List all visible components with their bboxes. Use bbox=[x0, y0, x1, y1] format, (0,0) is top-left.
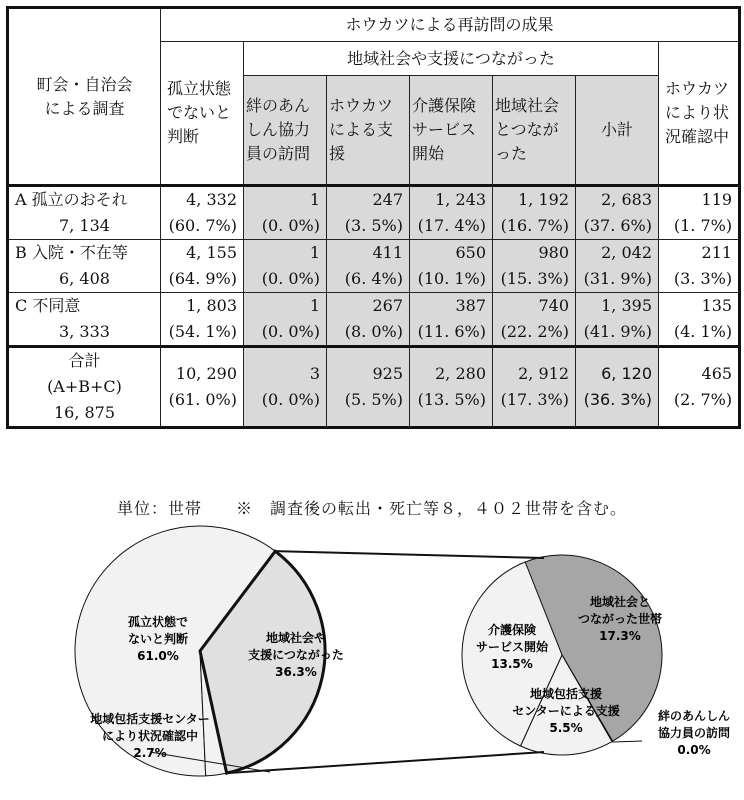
cell-value: 411 bbox=[372, 243, 403, 262]
leader-line-kizuna bbox=[612, 741, 642, 742]
cell-value: 980 bbox=[538, 243, 569, 262]
pie-label-kaigo: 介護保険サービス開始 13.5% bbox=[475, 623, 549, 671]
cell-pct: (37. 6%) bbox=[583, 216, 652, 235]
row-label: A 孤立のおそれ bbox=[15, 190, 128, 209]
pie-label-confirming: 地域包括支援センターにより状況確認中 2.7% bbox=[90, 712, 210, 760]
cell-pct: (11. 6%) bbox=[417, 322, 486, 341]
cell-pct: (3. 5%) bbox=[344, 216, 403, 235]
table-row bbox=[8, 186, 740, 240]
cell-value: 247 bbox=[372, 190, 403, 209]
row-count: 7, 134 bbox=[59, 216, 110, 235]
cell-pct: (22. 2%) bbox=[500, 322, 569, 341]
row-count: 6, 408 bbox=[59, 269, 110, 288]
cell-pct: (0. 0%) bbox=[261, 322, 320, 341]
table-row bbox=[8, 293, 740, 347]
subtotal-value: 6, 120 bbox=[601, 364, 652, 383]
cell-value: 1 bbox=[309, 243, 320, 262]
col-houkatsu: ホウカツ による支 援 bbox=[327, 76, 410, 186]
cell-value: 2, 683 bbox=[601, 190, 652, 209]
results-table bbox=[6, 6, 741, 429]
cell-value: 211 bbox=[701, 243, 733, 262]
col-chiiki: 地域社会 とつなが った bbox=[493, 76, 576, 186]
row-label: C 不同意 bbox=[15, 296, 81, 315]
connector-line-top bbox=[275, 551, 544, 558]
cell-value: 1, 192 bbox=[518, 190, 569, 209]
cell-value: 267 bbox=[372, 296, 403, 315]
cell-pct: (0. 0%) bbox=[261, 269, 320, 288]
pie-label-kizuna: 絆のあんしん協力員の訪問 0.0% bbox=[657, 709, 731, 757]
subtotal-pct: (36. 3%) bbox=[583, 390, 652, 409]
total-formula: (A+B+C) bbox=[47, 377, 122, 396]
col-isolated: 孤立状態 でないと 判断 bbox=[161, 42, 244, 186]
cell-value: 3 bbox=[309, 364, 320, 383]
cell-value: 925 bbox=[372, 364, 403, 383]
cell-value: 1, 243 bbox=[435, 190, 486, 209]
cell-pct: (8. 0%) bbox=[344, 322, 403, 341]
col-kizuna: 絆のあん しん協力 員の訪問 bbox=[244, 76, 327, 186]
row-label: B 入院・不在等 bbox=[15, 243, 128, 262]
cell-value: 2, 912 bbox=[518, 364, 569, 383]
cell-value: 387 bbox=[455, 296, 486, 315]
cell-value: 1 bbox=[309, 190, 320, 209]
survey-header: 町会・自治会 による調査 bbox=[8, 8, 161, 186]
cell-value: 465 bbox=[701, 364, 733, 383]
cell-pct: (3. 3%) bbox=[673, 269, 733, 288]
pie-charts bbox=[0, 520, 744, 800]
connector-line-bottom bbox=[227, 752, 544, 773]
cell-pct: (4. 1%) bbox=[673, 322, 733, 341]
cell-value: 135 bbox=[701, 296, 733, 315]
cell-pct: (15. 3%) bbox=[500, 269, 569, 288]
cell-value: 1, 803 bbox=[186, 296, 237, 315]
cell-pct: (61. 0%) bbox=[168, 390, 237, 409]
col-confirm: ホウカツ により状 況確認中 bbox=[659, 42, 740, 186]
cell-pct: (17. 4%) bbox=[417, 216, 486, 235]
cell-pct: (5. 5%) bbox=[344, 390, 403, 409]
col-subtotal: 小計 bbox=[576, 76, 659, 186]
cell-pct: (17. 3%) bbox=[500, 390, 569, 409]
pie-label-houkatsu: 地域包括支援センターによる支援 5.5% bbox=[512, 687, 620, 735]
cell-pct: (0. 0%) bbox=[261, 216, 320, 235]
unit-note: 単位：世帯 ※ 調査後の転出・死亡等８，４０２世帯を含む。 bbox=[116, 499, 627, 518]
cell-pct: (16. 7%) bbox=[500, 216, 569, 235]
cell-pct: (64. 9%) bbox=[168, 269, 237, 288]
table-row bbox=[8, 240, 740, 293]
cell-value: 119 bbox=[701, 190, 733, 209]
total-label: 合計 bbox=[68, 351, 101, 370]
cell-pct: (10. 1%) bbox=[417, 269, 486, 288]
cell-pct: (60. 7%) bbox=[168, 216, 237, 235]
cell-pct: (41. 9%) bbox=[583, 322, 652, 341]
cell-value: 650 bbox=[455, 243, 486, 262]
cell-pct: (0. 0%) bbox=[261, 390, 320, 409]
col-kaigo: 介護保険 サービス 開始 bbox=[410, 76, 493, 186]
cell-pct: (1. 7%) bbox=[673, 216, 733, 235]
pie-label-isolated: 孤立状態でないと判断 61.0% bbox=[127, 615, 189, 663]
cell-pct: (31. 9%) bbox=[583, 269, 652, 288]
pie-label-connected: 地域社会や支援につながった 36.3% bbox=[248, 631, 344, 679]
cell-value: 1 bbox=[309, 296, 320, 315]
cell-value: 2, 042 bbox=[601, 243, 652, 262]
cell-pct: (54. 1%) bbox=[168, 322, 237, 341]
cell-value: 2, 280 bbox=[435, 364, 486, 383]
row-count: 3, 333 bbox=[59, 322, 110, 341]
cell-value: 4, 332 bbox=[186, 190, 237, 209]
total-row bbox=[8, 347, 740, 428]
cell-pct: (6. 4%) bbox=[344, 269, 403, 288]
pie-label-chiiki: 地域社会とつながった世帯 17.3% bbox=[577, 595, 663, 643]
connected-header: 地域社会や支援につながった bbox=[244, 42, 659, 76]
cell-value: 4, 155 bbox=[186, 243, 237, 262]
cell-value: 740 bbox=[538, 296, 569, 315]
cell-pct: (13. 5%) bbox=[417, 390, 486, 409]
table-title: ホウカツによる再訪問の成果 bbox=[161, 8, 740, 42]
cell-value: 10, 290 bbox=[175, 364, 237, 383]
total-count: 16, 875 bbox=[53, 403, 116, 422]
cell-pct: (2. 7%) bbox=[673, 390, 733, 409]
cell-value: 1, 395 bbox=[601, 296, 652, 315]
